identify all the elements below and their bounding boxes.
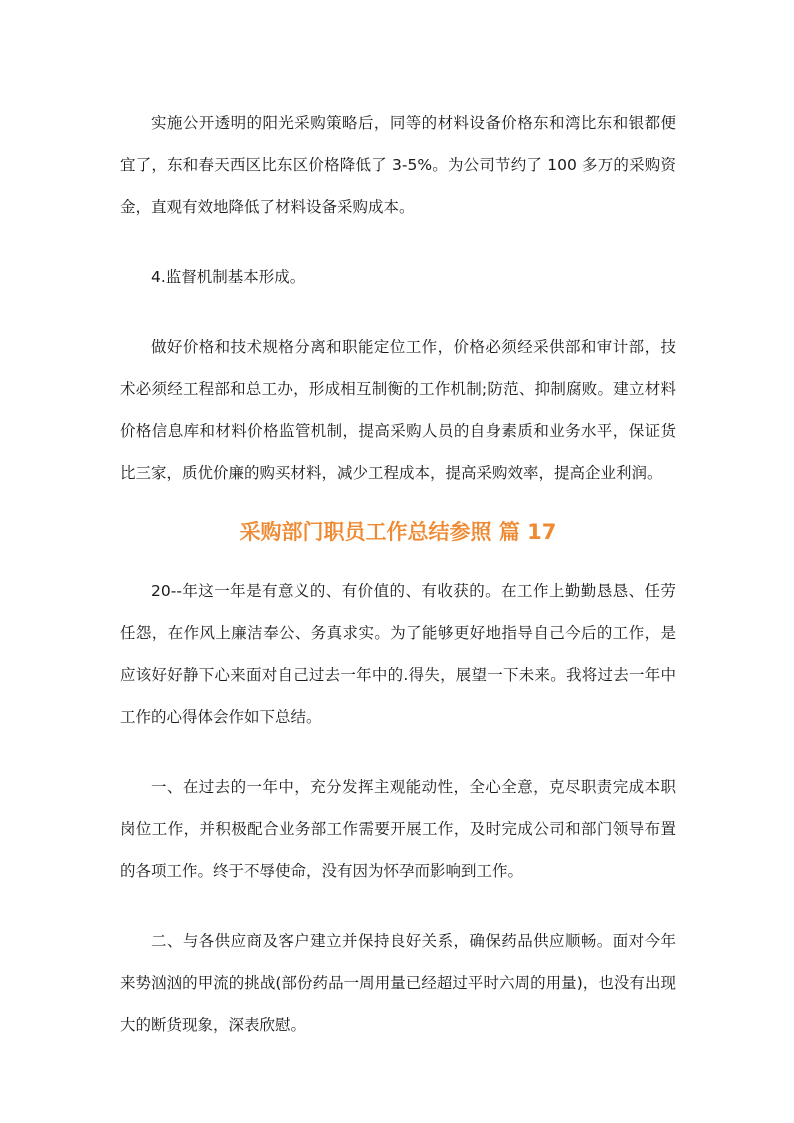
section-title: 采购部门职员工作总结参照 篇 17 xyxy=(239,520,557,544)
paragraph-gap xyxy=(120,738,676,766)
paragraph-year-summary: 20--年这一年是有意义的、有价值的、有收获的。在工作上勤勤恳恳、任劳任怨，在作风上廉洁奉公、务真求实。为了能够更好地指导自己今后的工作，是应该好好静下心来面对自己过去一年中的.得失，展望一下未来。我将过去一年中工作的心得体会作如下总结。 xyxy=(120,582,676,726)
paragraph-supervision-heading: 4.监督机制基本形成。 xyxy=(151,268,306,286)
paragraph-price-savings: 实施公开透明的阳光采购策略后，同等的材料设备价格东和湾比东和银都便宜了，东和春天西区比东区价格降低了 3-5%。为公司节约了 100 多万的采购资金，直观有效地降低了材料设备采购成本。 xyxy=(120,114,676,216)
paragraph-gap xyxy=(120,892,676,920)
paragraph-price-separation: 做好价格和技术规格分离和职能定位工作，价格必须经采供部和审计部，技术必须经工程部和总工办，形成相互制衡的工作机制;防范、抑制腐败。建立材料价格信息库和材料价格监管机制，提高采购人员的自身素质和业务水平，保证货比三家，质优价廉的购买材料，减少工程成本，提高采购效率，提高企业利润。 xyxy=(120,338,676,482)
document-page xyxy=(120,102,676,1046)
paragraph-point-one: 一、在过去的一年中，充分发挥主观能动性，全心全意，克尽职责完成本职岗位工作，并积极配合业务部工作需要开展工作，及时完成公司和部门领导布置的各项工作。终于不辱使命，没有因为怀孕而影响到工作。 xyxy=(120,778,676,880)
paragraph-gap xyxy=(120,228,676,256)
paragraph-point-two: 二、与各供应商及客户建立并保持良好关系，确保药品供应顺畅。面对今年来势汹汹的甲流的挑战(部份药品一周用量已经超过平时六周的用量)，也没有出现大的断货现象，深表欣慰。 xyxy=(120,932,676,1034)
paragraph-gap xyxy=(120,298,676,326)
